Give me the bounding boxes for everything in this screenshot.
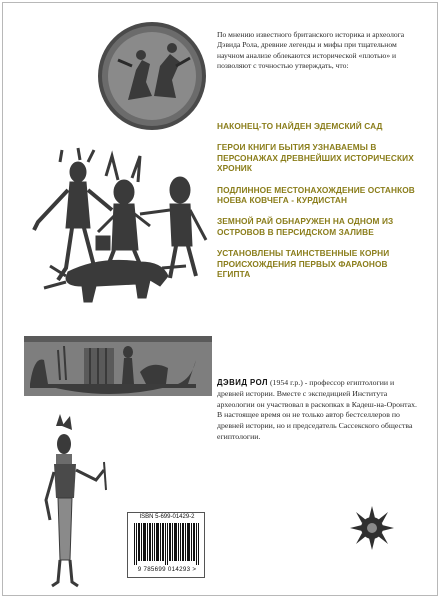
intro-paragraph: По мнению известного британского историка и археолога Дэвида Рола, древние легенды и мифы при тщательном научном анализе облекаются исторической «плотью» и позволяют с точностью утверждать, что:: [217, 30, 405, 71]
claims-list: [217, 121, 417, 290]
barcode-icon: [132, 523, 202, 565]
claim-item: ГЕРОИ КНИГИ БЫТИЯ УЗНАВАЕМЫ В ПЕРСОНАЖАХ ДРЕВНЕЙШИХ ИСТОРИЧЕСКИХ ХРОНИК: [217, 142, 414, 174]
seal-scene-boat: [24, 336, 212, 396]
author-bio-text: (1954 г.р.) - профессор египтологии и древней истории. Вместе с экспедицией Института археологии он участвовал в раскопках в Кадеш-на-Оронтах. В настоящее время он не только автор бестселлеров по древней истории, но и председатель Сассекского общества египтологии.: [217, 378, 417, 441]
cylinder-seal-impression: [98, 22, 206, 130]
author-name: ДЭВИД РОЛ: [217, 378, 268, 387]
egyptian-god-figure: [46, 414, 106, 586]
barcode-digits: 9 785699 014293 >: [137, 566, 197, 573]
sun-emblem: [350, 506, 394, 550]
claim-item: УСТАНОВЛЕНЫ ТАИНСТВЕННЫЕ КОРНИ ПРОИСХОЖДЕНИЯ ПЕРВЫХ ФАРАОНОВ ЕГИПТА: [217, 248, 390, 280]
isbn-label: ISBN 5-699-01429-2: [139, 514, 195, 520]
claim-item: НАКОНЕЦ-ТО НАЙДЕН ЭДЕМСКИЙ САД: [217, 121, 383, 131]
rock-art-figures: [34, 148, 206, 302]
claim-item: ПОДЛИННОЕ МЕСТОНАХОЖДЕНИЕ ОСТАНКОВ НОЕВА КОВЧЕГА - КУРДИСТАН: [217, 184, 415, 206]
claim-item: ЗЕМНОЙ РАЙ ОБНАРУЖЕН НА ОДНОМ ИЗ ОСТРОВОВ В ПЕРСИДСКОМ ЗАЛИВЕ: [217, 216, 394, 237]
author-bio: [217, 378, 417, 443]
isbn-barcode-box: [127, 512, 205, 578]
